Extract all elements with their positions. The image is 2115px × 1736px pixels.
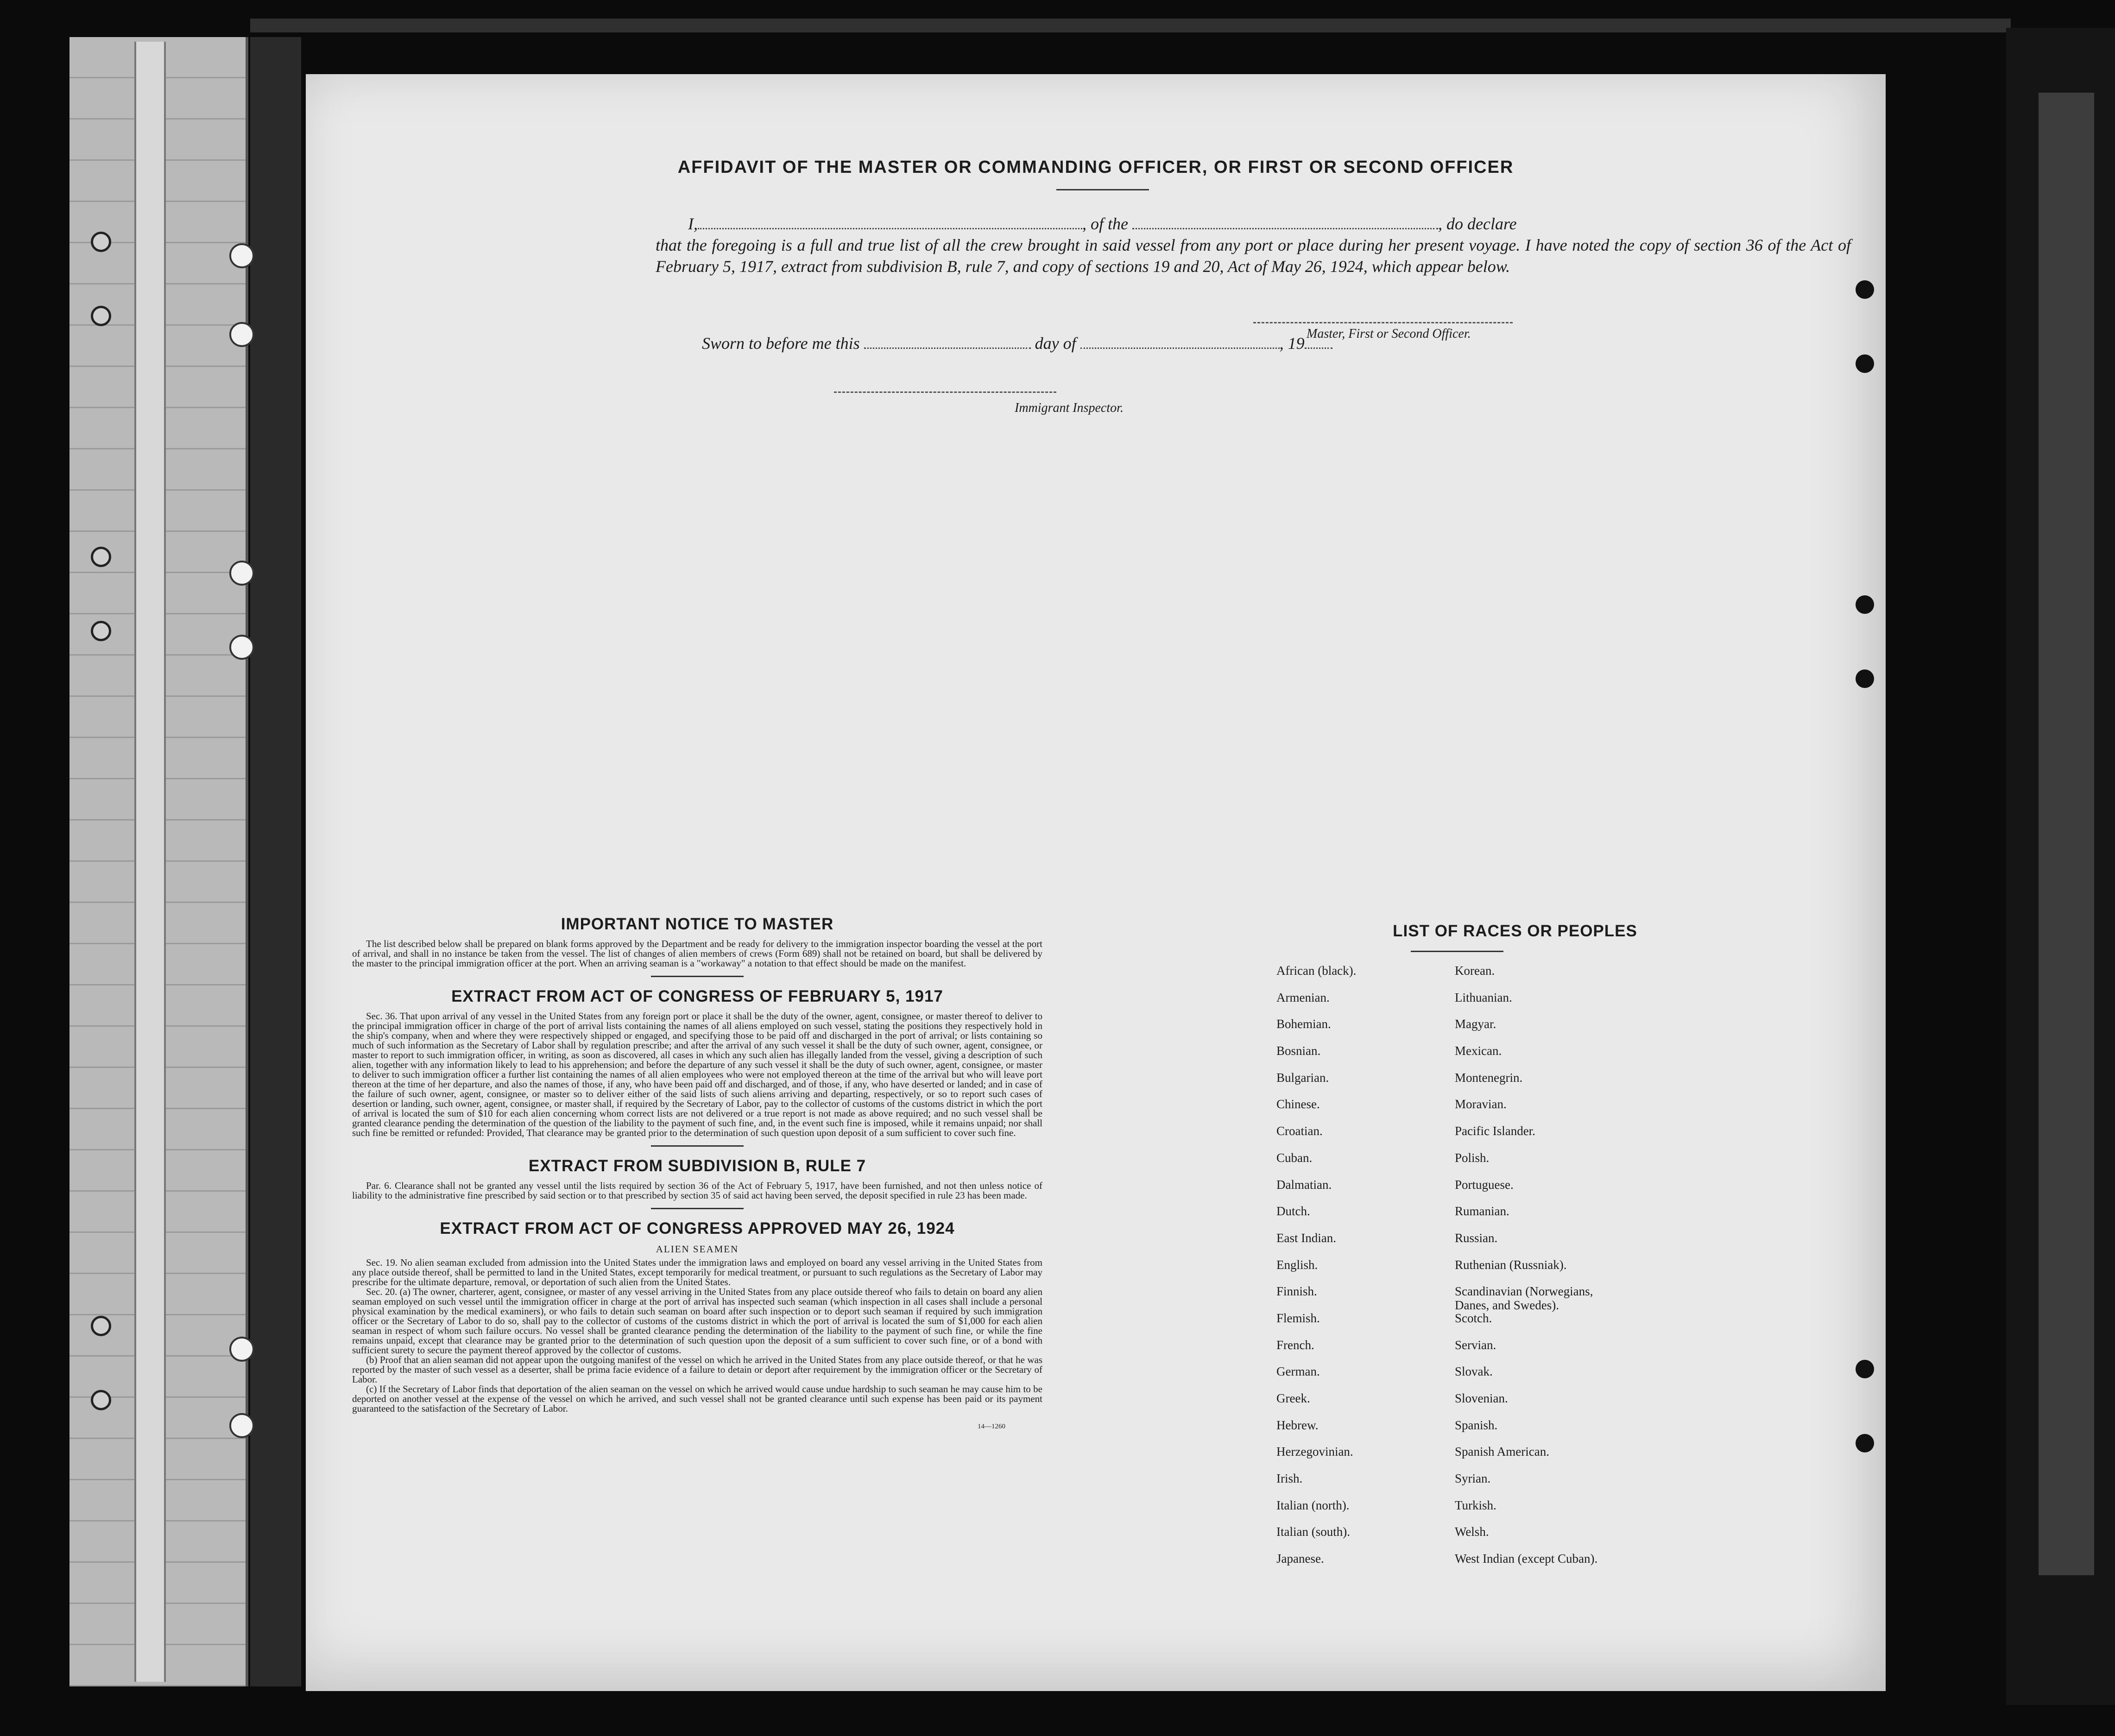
race-item: African (black). [1276, 964, 1357, 978]
page-hole [1856, 1434, 1874, 1452]
sec20a-text: Sec. 20. (a) The owner, charterer, agent, consignee, or master of any vessel arriving in the United States from any place outside thereof who fails to detain on board any alien seaman employed on such vessel until the immigration officer in charge at the port of arrival has inspected such seaman (which inspection in all cases shall include a personal physical examination by the medical examiners), or who fails to detain such seaman on board after such inspection or to deport such seaman if required by such immigration officer or the Secretary of Labor to do so, shall pay to the collector of customs of the customs district in which the port of arrival is located the sum of $1,000 for each alien seaman in respect of whom such failure occurs. No vessel shall be granted clearance pending the determination of the liability to the payment of such fine, or while the fine remains unpaid, except that clearance may be granted prior to the determination of such question upon the deposit of a sum sufficient to cover such fine, or of a bond with sufficient surety to secure the payment thereof approved by the collector of customs. [352, 1286, 1042, 1356]
extract-1917-title: EXTRACT FROM ACT OF CONGRESS OF FEBRUARY 5, 1917 [451, 987, 943, 1005]
races-column-2 [1455, 964, 1714, 1578]
race-item: Scandinavian (Norwegians, Danes, and Swedes). [1455, 1284, 1593, 1313]
sworn-day-blank[interactable] [864, 334, 1031, 349]
affidavit-declare: , do declare [1438, 215, 1517, 233]
affidavit-i: I, [688, 215, 698, 233]
legal-extracts [352, 915, 1042, 1431]
extract-1924-title: EXTRACT FROM ACT OF CONGRESS APPROVED MAY 26, 1924 [440, 1219, 955, 1237]
race-item: Slovenian. [1455, 1391, 1508, 1405]
binding-strip [134, 42, 166, 1682]
sec19-text: Sec. 19. No alien seaman excluded from admission into the United States under the immigration laws and employed on board any vessel arriving in the United States from any place outside thereof, shall be permitted to land in the United States, except temporarily for medical treatment, or pursuant to such regulations as the Secretary of Labor may prescribe for the ultimate departure, removal, or deportation of such alien from the United States. [352, 1257, 1042, 1288]
races-title: LIST OF RACES OR PEOPLES [1393, 922, 1637, 940]
binder-hole [91, 306, 111, 326]
race-item: Portuguese. [1455, 1177, 1514, 1192]
binder-hole [91, 547, 111, 567]
notice-title: IMPORTANT NOTICE TO MASTER [561, 915, 834, 933]
race-item: Spanish American. [1455, 1445, 1549, 1459]
affidavit-title: AFFIDAVIT OF THE MASTER OR COMMANDING OFFICER, OR FIRST OR SECOND OFFICER [677, 158, 1514, 177]
page-hole [1856, 669, 1874, 688]
inspector-signature-line[interactable] [834, 391, 1056, 393]
right-binding-strip [2039, 93, 2094, 1575]
binder-ring [229, 635, 254, 660]
page-hole [1856, 1360, 1874, 1378]
race-item: Syrian. [1455, 1471, 1491, 1486]
affidavit-of-the: , of the [1082, 215, 1128, 233]
inspector-label: Immigrant Inspector. [1015, 401, 1124, 415]
binder-hole [91, 1390, 111, 1410]
race-item: West Indian (except Cuban). [1455, 1552, 1598, 1566]
form-code: 14—1260 [978, 1423, 1005, 1430]
section-rule [651, 976, 744, 977]
sec20b-text: (b) Proof that an alien seaman did not appear upon the outgoing manifest of the vessel on which he arrived in the United States from any place outside thereof, or that he was reported by the master of such vessel as a deserter, shall be prima facie evidence of a failure to detain or deport after requirement by the immigration officer or the Secretary of Labor. [352, 1354, 1042, 1385]
binder-ring [229, 322, 254, 347]
race-item: Croatian. [1276, 1124, 1323, 1138]
binder-ring [229, 1413, 254, 1438]
affidavit-body: that the foregoing is a full and true list of all the crew brought in said vessel from any port or place during her present voyage. I have noted the copy of section 36 of the Act of February 5, 1917, extract from subdivision B, rule 7, and copy of sections 19 and 20, Act of May 26, 1924, which appear below. [656, 236, 1851, 276]
race-item: Rumanian. [1455, 1204, 1509, 1218]
binder-hole [91, 1316, 111, 1336]
sworn-line [702, 334, 1332, 353]
race-item: Turkish. [1455, 1498, 1496, 1512]
race-item: Chinese. [1276, 1097, 1320, 1111]
race-item: Italian (south). [1276, 1525, 1350, 1539]
page-hole [1856, 280, 1874, 299]
master-signature-label: Master, First or Second Officer. [1307, 327, 1471, 341]
section-rule [651, 1145, 744, 1147]
race-item: Lithuanian. [1455, 990, 1512, 1004]
binder-ring [229, 561, 254, 586]
race-item: Scotch. [1455, 1311, 1492, 1325]
document-page [306, 74, 1886, 1691]
race-item: Armenian. [1276, 990, 1330, 1004]
section-rule [651, 1208, 744, 1209]
race-item: French. [1276, 1338, 1314, 1352]
race-item: Korean. [1455, 964, 1495, 978]
master-signature-line[interactable] [1253, 322, 1513, 323]
sec20c-text: (c) If the Secretary of Labor finds that deportation of the alien seaman on the vessel on which he arrived would cause undue hardship to such seaman he may cause him to be deported on another vessel at the expense of the vessel on which he arrived, and such vessel shall not be granted clearance until such expense has been paid or its payment guaranteed to the satisfaction of the Secretary of Labor. [352, 1383, 1042, 1414]
race-item: Slovak. [1455, 1364, 1493, 1379]
race-item: Spanish. [1455, 1418, 1498, 1432]
extract-rule7-title: EXTRACT FROM SUBDIVISION B, RULE 7 [528, 1157, 866, 1175]
race-item: Pacific Islander. [1455, 1124, 1535, 1138]
race-item: Ruthenian (Russniak). [1455, 1257, 1567, 1272]
race-item: Cuban. [1276, 1150, 1313, 1165]
binder-ring [229, 243, 254, 268]
binder-ring [229, 1337, 254, 1362]
sworn-day-of: day of [1035, 334, 1076, 353]
binder-edge [250, 37, 301, 1686]
race-item: Finnish. [1276, 1284, 1317, 1299]
race-item: Hebrew. [1276, 1418, 1319, 1432]
extract-1917-text: Sec. 36. That upon arrival of any vessel in the United States from any foreign port or place it shall be the duty of the owner, agent, consignee, or master thereof to deliver to the principal immigration officer in charge of the port of arrival lists containing the names of all aliens employed on such vessel, stating the positions they respectively hold in the ship's company, when and where they were respectively shipped or engaged, and specifying those to be paid off and discharged in the port of arrival; or lists containing so much of such information as the Secretary of Labor shall by regulation prescribe; and after the arrival of any such vessel it shall be the duty of such owner, agent, consignee, or master to report to such immigration officer, in writing, as soon as discovered, all cases in which any such alien has illegally landed from the vessel, giving a description of such alien, together with any information likely to lead to his apprehension; and before the departure of any such vessel it shall be the duty of such owner, agent, consignee, or master to deliver to such immigration officer a further list containing the names of all alien employees who were not employed thereon at the time of the arrival but who will leave port thereon at the time of her departure, and also the names of those, if any, who have been paid off and discharged, and of those, if any, who have deserted or landed; and in case of the failure of such owner, agent, consignee, or master so to deliver either of the said lists of such aliens arriving and departing, respectively, or so to report such cases of desertion or landing, such owner, agent, consignee, or master shall, if required by the Secretary of Labor, pay to the collector of customs of the customs district in which the port of arrival is located the sum of $10 for each alien concerning whom correct lists are not delivered or a true report is not made as above required; and no such vessel shall be granted clearance pending the determination of the question of the liability to the payment of such fine, and, in the event such fine is imposed, while it remains unpaid; nor shall such fine be remitted or refunded: Provided, That clearance may be granted prior to the determination of such question upon deposit of a sum sufficient to cover such fine. [352, 1010, 1042, 1138]
race-item: Magyar. [1455, 1017, 1496, 1031]
race-item: Herzegovinian. [1276, 1445, 1353, 1459]
notice-text: The list described below shall be prepared on blank forms approved by the Department and be ready for delivery to the immigration inspector boarding the vessel at the port of arrival, and shall in no instance be taken from the vessel. The list of changes of alien members of crews (Form 689) shall not be retained on board, but shall be delivered by the master to the principal immigration officer at the port. When an arriving seaman is a "workaway" a notation to that effect should be made on the manifest. [352, 938, 1042, 969]
sworn-year-blank[interactable] [1305, 334, 1332, 349]
affidavit-statement [656, 213, 1851, 277]
sworn-month-blank[interactable] [1080, 334, 1280, 349]
race-item: Montenegrin. [1455, 1070, 1523, 1085]
race-item: English. [1276, 1257, 1318, 1272]
alien-seamen-subtitle: ALIEN SEAMEN [656, 1244, 739, 1255]
race-item: Welsh. [1455, 1525, 1489, 1539]
binder-hole [91, 232, 111, 252]
page-hole [1856, 595, 1874, 614]
page-hole [1856, 354, 1874, 373]
race-item: Bohemian. [1276, 1017, 1331, 1031]
race-item: German. [1276, 1364, 1320, 1379]
sworn-prefix: Sworn to before me this [702, 334, 860, 353]
race-item: Moravian. [1455, 1097, 1507, 1111]
race-item: Bosnian. [1276, 1044, 1321, 1058]
race-item: Flemish. [1276, 1311, 1320, 1325]
race-item: Japanese. [1276, 1552, 1324, 1566]
races-rule [1411, 951, 1503, 952]
binder-hole [91, 621, 111, 641]
race-item: Polish. [1455, 1150, 1490, 1165]
race-item: Russian. [1455, 1231, 1498, 1245]
race-item: Greek. [1276, 1391, 1310, 1405]
extract-rule7-text: Par. 6. Clearance shall not be granted any vessel until the lists required by section 36 of the Act of February 5, 1917, have been furnished, and not then unless notice of liability to the administrative fine prescribed by said section or to that prescribed by section 35 of said act having been served, the deposit specified in rule 23 has been made. [352, 1180, 1042, 1201]
race-item: Dutch. [1276, 1204, 1310, 1218]
race-item: Dalmatian. [1276, 1177, 1332, 1192]
race-item: Italian (north). [1276, 1498, 1350, 1512]
race-item: Mexican. [1455, 1044, 1502, 1058]
sworn-year-prefix: , 19 [1279, 334, 1305, 353]
race-item: Irish. [1276, 1471, 1303, 1486]
vessel-blank[interactable] [1132, 214, 1438, 229]
name-blank[interactable] [698, 214, 1082, 229]
race-item: East Indian. [1276, 1231, 1336, 1245]
race-item: Bulgarian. [1276, 1070, 1329, 1085]
scanner-top-edge [250, 19, 2011, 32]
title-rule [1056, 189, 1149, 190]
race-item: Servian. [1455, 1338, 1496, 1352]
